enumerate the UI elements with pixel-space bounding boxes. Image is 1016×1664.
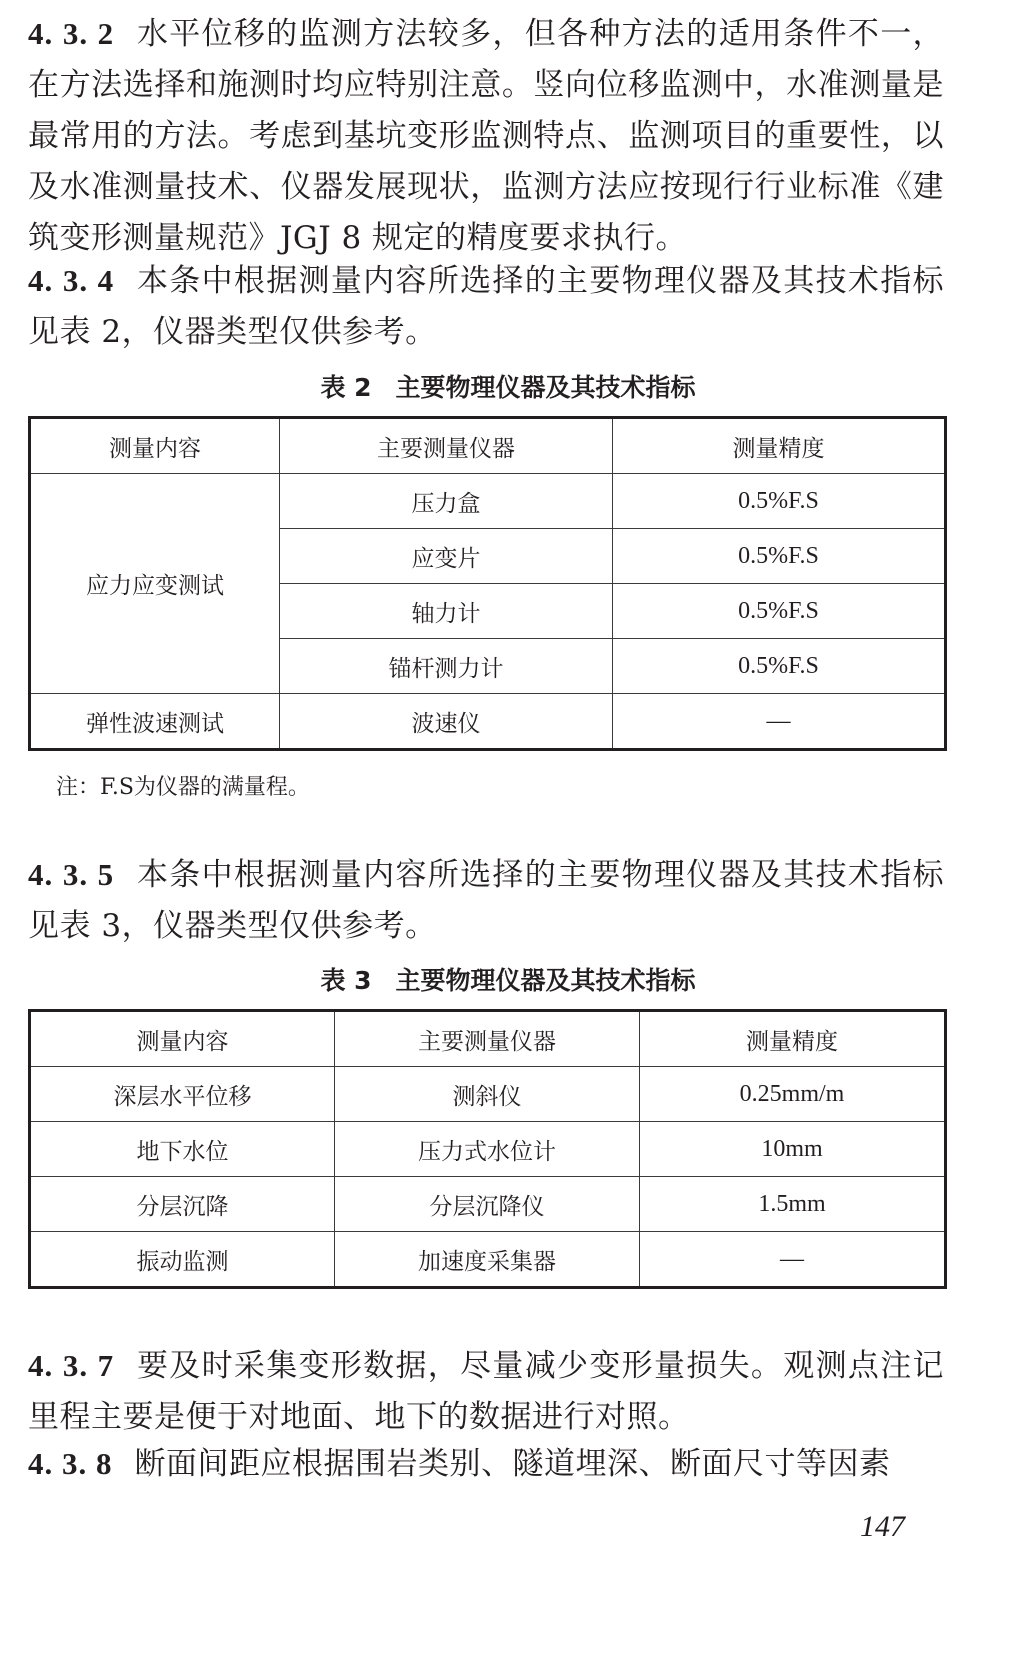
instrument-cell: 压力盒 xyxy=(280,474,613,529)
header-cell: 测量内容 xyxy=(30,1011,335,1067)
clause-text: 水平位移的监测方法较多，但各种方法的适用条件不一，在方法选择和施测时均应特别注意。竖向位移监测中，水准测量是最常用的方法。考虑到基坑变形监测特点、监测项目的重要性，以及水准测量技术、仪器发展现状，监测方法应按现行行业标准《建筑变形测量规范》JGJ 8 规定的精度要求执行。 xyxy=(28,16,945,256)
header-cell: 测量精度 xyxy=(613,418,946,474)
table-3-caption xyxy=(0,961,1016,997)
page-number: 147 xyxy=(860,1510,905,1543)
content-cell: 深层水平位移 xyxy=(30,1067,335,1122)
table-row xyxy=(30,1177,946,1232)
content-cell: 振动监测 xyxy=(30,1232,335,1288)
content-cell: 地下水位 xyxy=(30,1122,335,1177)
paragraph-4-3-4 xyxy=(28,255,944,358)
precision-cell: 0.25mm/m xyxy=(640,1067,946,1122)
header-cell: 测量内容 xyxy=(30,418,280,474)
instrument-cell: 应变片 xyxy=(280,529,613,584)
clause-text: 断面间距应根据围岩类别、隧道埋深、断面尺寸等因素 xyxy=(134,1446,891,1482)
table-title: 主要物理仪器及其技术指标 xyxy=(395,373,696,402)
instrument-cell: 轴力计 xyxy=(280,584,613,639)
clause-text: 本条中根据测量内容所选择的主要物理仪器及其技术指标见表 3，仪器类型仅供参考。 xyxy=(28,857,945,944)
table-row xyxy=(30,1067,946,1122)
clause-number: 4. 3. 4 xyxy=(28,263,115,298)
instrument-cell: 压力式水位计 xyxy=(335,1122,640,1177)
table-2-caption xyxy=(0,368,1016,404)
table-number: 表 2 xyxy=(320,373,372,402)
table-row xyxy=(30,1122,946,1177)
content-cell: 分层沉降 xyxy=(30,1177,335,1232)
paragraph-4-3-2 xyxy=(28,8,944,264)
header-cell: 主要测量仪器 xyxy=(280,418,613,474)
clause-text: 本条中根据测量内容所选择的主要物理仪器及其技术指标见表 2，仪器类型仅供参考。 xyxy=(28,263,945,350)
precision-cell: 0.5%F.S xyxy=(613,529,946,584)
clause-number: 4. 3. 8 xyxy=(28,1446,113,1481)
table-header-row xyxy=(30,1011,946,1067)
clause-text: 要及时采集变形数据，尽量减少变形量损失。观测点注记里程主要是便于对地面、地下的数据进行对照。 xyxy=(28,1348,945,1435)
precision-cell: 10mm xyxy=(640,1122,946,1177)
precision-cell: 0.5%F.S xyxy=(613,639,946,694)
category-cell: 应力应变测试 xyxy=(30,474,280,694)
paragraph-4-3-5 xyxy=(28,849,944,952)
table-2-note: 注：F.S为仪器的满量程。 xyxy=(56,775,310,800)
clause-number: 4. 3. 7 xyxy=(28,1348,115,1383)
precision-cell: — xyxy=(640,1232,946,1288)
clause-number: 4. 3. 2 xyxy=(28,16,115,51)
precision-cell: 1.5mm xyxy=(640,1177,946,1232)
table-row xyxy=(30,1232,946,1288)
category-cell: 弹性波速测试 xyxy=(30,694,280,750)
table-3 xyxy=(28,1009,947,1289)
clause-number: 4. 3. 5 xyxy=(28,857,115,892)
table-row xyxy=(30,474,946,529)
paragraph-4-3-7 xyxy=(28,1340,944,1443)
precision-cell: 0.5%F.S xyxy=(613,584,946,639)
paragraph-4-3-8 xyxy=(28,1438,944,1490)
instrument-cell: 波速仪 xyxy=(280,694,613,750)
header-cell: 主要测量仪器 xyxy=(335,1011,640,1067)
header-cell: 测量精度 xyxy=(640,1011,946,1067)
table-2 xyxy=(28,416,947,751)
instrument-cell: 加速度采集器 xyxy=(335,1232,640,1288)
precision-cell: 0.5%F.S xyxy=(613,474,946,529)
table-title: 主要物理仪器及其技术指标 xyxy=(395,966,696,995)
instrument-cell: 分层沉降仪 xyxy=(335,1177,640,1232)
table-row xyxy=(30,694,946,750)
precision-cell: — xyxy=(613,694,946,750)
table-number: 表 3 xyxy=(320,966,372,995)
instrument-cell: 锚杆测力计 xyxy=(280,639,613,694)
instrument-cell: 测斜仪 xyxy=(335,1067,640,1122)
table-header-row xyxy=(30,418,946,474)
